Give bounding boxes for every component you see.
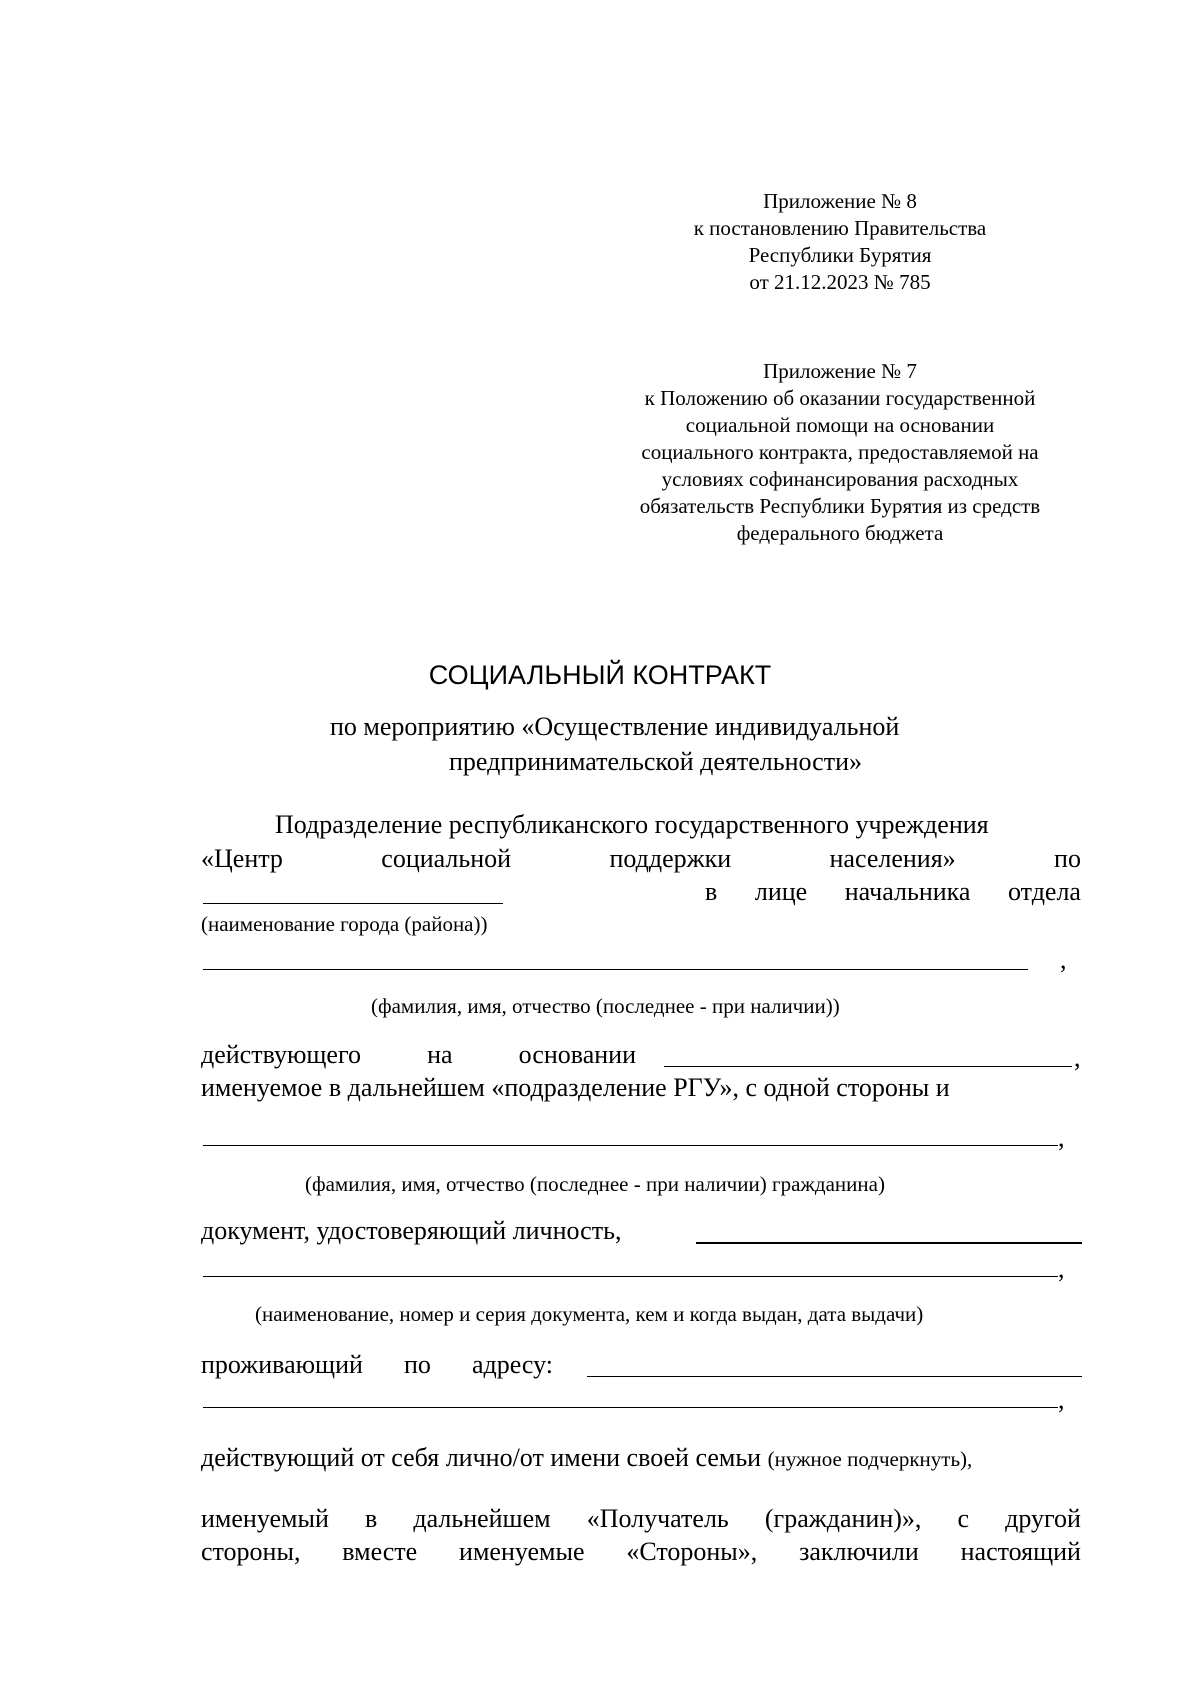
- word: в: [705, 877, 718, 906]
- caption-city: (наименование города (района)): [201, 912, 488, 936]
- appendix-7-line-2: к Положению об оказании государственной: [644, 386, 1036, 410]
- address-blank-field-2[interactable]: [203, 1407, 1058, 1408]
- acting-basis-line: [201, 1040, 636, 1070]
- word: с: [957, 1504, 970, 1533]
- word: заключили: [799, 1537, 919, 1566]
- appendix-7-line-6: обязательств Республики Бурятия из средств: [639, 494, 1041, 518]
- word: основании: [518, 1040, 636, 1069]
- caption-citizen-fio: (фамилия, имя, отчество (последнее - при наличии) гражданина): [305, 1172, 885, 1196]
- word: настоящий: [960, 1537, 1081, 1566]
- appendix-7-line-4: социального контракта, предоставляемой на: [641, 440, 1039, 464]
- appendix-8-line-2: к постановлению Правительства: [693, 216, 987, 240]
- subtitle-line-1: по мероприятию «Осуществление индивидуальной: [330, 712, 900, 741]
- comma: ,: [1058, 1123, 1065, 1152]
- word: действующего: [201, 1040, 361, 1069]
- id-document-blank-field-2[interactable]: [203, 1276, 1058, 1277]
- recipient-line: [201, 1504, 1081, 1534]
- word: проживающий: [201, 1350, 363, 1379]
- word: лице: [754, 877, 808, 906]
- word: по: [1054, 844, 1081, 873]
- comma: ,: [1058, 1385, 1065, 1414]
- word: населения»: [829, 844, 956, 873]
- citizen-fio-blank-field[interactable]: [203, 1145, 1058, 1146]
- word: вместе: [342, 1537, 418, 1566]
- word: начальника: [844, 877, 971, 906]
- acting-self-line: [201, 1443, 972, 1474]
- appendix-7-line-3: социальной помощи на основании: [685, 413, 995, 437]
- party-rgu-line-3: [705, 877, 1081, 907]
- word: «Получатель: [586, 1504, 729, 1533]
- city-blank-field[interactable]: [203, 903, 503, 904]
- word: адресу:: [471, 1350, 553, 1379]
- word: социальной: [381, 844, 512, 873]
- appendix-8-line-1: Приложение № 8: [763, 189, 917, 213]
- id-document-blank-field[interactable]: [696, 1242, 1082, 1244]
- comma: ,: [1074, 1043, 1081, 1072]
- basis-blank-field[interactable]: [664, 1066, 1072, 1067]
- party-rgu-line-2: [201, 844, 1081, 874]
- parties-line: [201, 1537, 1081, 1567]
- comma: ,: [1058, 1254, 1065, 1283]
- word: по: [403, 1350, 431, 1379]
- word: (гражданин)»,: [764, 1504, 922, 1533]
- word: на: [427, 1040, 453, 1069]
- appendix-8-line-3: Республики Бурятия: [748, 243, 932, 267]
- word: именуемый: [201, 1504, 329, 1533]
- appendix-7-line-7: федерального бюджета: [736, 521, 944, 545]
- word: стороны,: [201, 1537, 301, 1566]
- comma: ,: [1060, 945, 1067, 974]
- appendix-8-header: [560, 188, 1120, 296]
- subtitle-line-2: предпринимательской деятельности»: [449, 747, 862, 776]
- named-rgu-line: именуемое в дальнейшем «подразделение РГУ», с одной стороны и: [201, 1073, 950, 1102]
- acting-self-text: действующий от себя лично/от имени своей семьи: [201, 1443, 762, 1472]
- word: другой: [1005, 1504, 1081, 1533]
- appendix-7-line-5: условиях софинансирования расходных: [661, 467, 1019, 491]
- acting-self-note: (нужное подчеркнуть),: [767, 1447, 973, 1471]
- word: именуемые: [459, 1537, 585, 1566]
- address-line: [201, 1350, 553, 1380]
- head-fio-blank-field[interactable]: [203, 969, 1028, 970]
- id-document-line: документ, удостоверяющий личность,: [201, 1216, 622, 1245]
- address-blank-field[interactable]: [587, 1376, 1082, 1377]
- appendix-7-line-1: Приложение № 7: [763, 359, 917, 383]
- word: в: [364, 1504, 378, 1533]
- word: «Центр: [201, 844, 283, 873]
- appendix-8-line-4: от 21.12.2023 № 785: [749, 270, 931, 294]
- word: поддержки: [609, 844, 732, 873]
- party-rgu-line-1: Подразделение республиканского государственного учреждения: [275, 810, 989, 839]
- document-title: СОЦИАЛЬНЫЙ КОНТРАКТ: [428, 660, 772, 690]
- word: отдела: [1008, 877, 1081, 906]
- appendix-7-header: [580, 358, 1100, 547]
- word: «Стороны»,: [626, 1537, 758, 1566]
- caption-id-document: (наименование, номер и серия документа, кем и когда выдан, дата выдачи): [255, 1302, 924, 1326]
- caption-head-fio: (фамилия, имя, отчество (последнее - при наличии)): [371, 994, 840, 1018]
- word: дальнейшем: [413, 1504, 551, 1533]
